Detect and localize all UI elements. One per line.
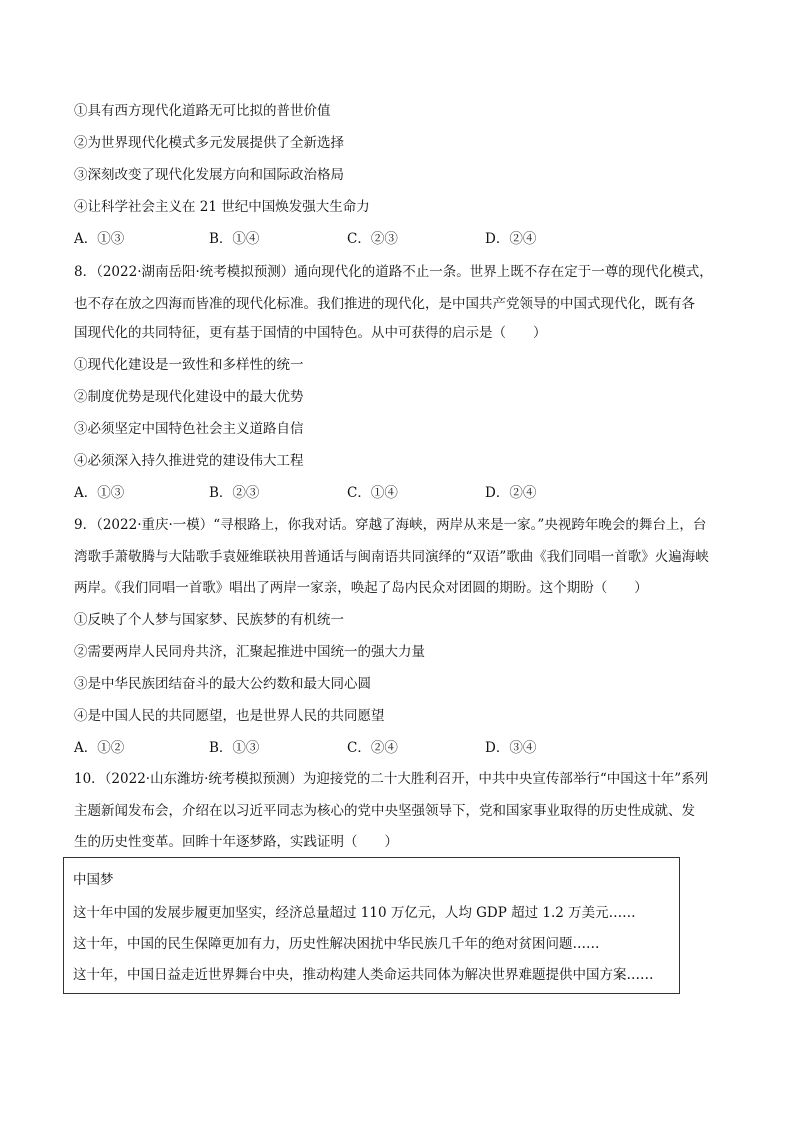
q9-choice-b[interactable]: B．①③ [209, 740, 260, 756]
q9-stem-line-1: 9．（2022·重庆·一模）“寻根路上，你我对话。穿越了海峡，两岸从来是一家。”央视跨年晚会的舞台上，台 [74, 517, 707, 533]
q8-choice-b[interactable]: B．②③ [209, 485, 260, 501]
q9-option-3: ③是中华民族团结奋斗的最大公约数和最大同心圆 [74, 676, 371, 692]
material-line-3: 这十年，中国日益走近世界舞台中央，推动构建人类命运共同体为解决世界难题提供中国方案…… [73, 967, 654, 983]
q7-choice-a[interactable]: A．①③ [74, 231, 125, 247]
q7-option-1: ①具有西方现代化道路无可比拟的普世价值 [74, 103, 331, 119]
q8-stem-line-3: 国现代化的共同特征，更有基于国情的中国特色。从中可获得的启示是（ ） [74, 325, 547, 341]
q9-choice-d[interactable]: D．③④ [485, 740, 537, 756]
q9-option-1: ①反映了个人梦与国家梦、民族梦的有机统一 [74, 612, 344, 628]
q9-choice-c[interactable]: C．②④ [347, 740, 398, 756]
q8-option-2: ②制度优势是现代化建设中的最大优势 [74, 389, 304, 405]
material-line-2: 这十年，中国的民生保障更加有力，历史性解决困扰中华民族几千年的绝对贫困问题…… [73, 936, 600, 952]
q10-stem-line-3: 生的历史性变革。回眸十年逐梦路，实践证明（ ） [74, 834, 398, 850]
q9-option-2: ②需要两岸人民同舟共济，汇聚起推进中国统一的强大力量 [74, 644, 425, 660]
q8-option-1: ①现代化建设是一致性和多样性的统一 [74, 357, 304, 373]
q7-choice-b[interactable]: B．①④ [209, 231, 260, 247]
q8-choice-a[interactable]: A．①③ [74, 485, 125, 501]
material-line-1: 这十年中国的发展步履更加坚实，经济总量超过 110 万亿元，人均 GDP 超过 1.2 万美元…… [73, 905, 636, 921]
q8-stem-line-2: 也不存在放之四海而皆准的现代化标准。我们推进的现代化，是中国共产党领导的中国式现代化，既有各 [74, 296, 695, 312]
q7-option-2: ②为世界现代化模式多元发展提供了全新选择 [74, 135, 344, 151]
q7-choices [74, 229, 674, 249]
q8-choices [74, 483, 674, 503]
q9-choice-a[interactable]: A．①② [74, 740, 125, 756]
q10-material-box [63, 857, 680, 994]
q9-stem-line-3: 两岸。《我们同唱一首歌》唱出了两岸一家亲，唤起了岛内民众对团圆的期盼。这个期盼（ ） [74, 580, 648, 596]
q7-option-4: ④让科学社会主义在 21 世纪中国焕发强大生命力 [74, 199, 370, 215]
material-box-title: 中国梦 [73, 872, 114, 888]
q8-choice-c[interactable]: C．①④ [347, 485, 398, 501]
q7-option-3: ③深刻改变了现代化发展方向和国际政治格局 [74, 167, 344, 183]
q7-choice-c[interactable]: C．②③ [347, 231, 398, 247]
q8-choice-d[interactable]: D．②④ [485, 485, 537, 501]
q9-choices [74, 738, 674, 758]
q9-option-4: ④是中国人民的共同愿望，也是世界人民的共同愿望 [74, 708, 385, 724]
q8-option-3: ③必须坚定中国特色社会主义道路自信 [74, 421, 304, 437]
q10-stem-line-2: 主题新闻发布会，介绍在以习近平同志为核心的党中央坚强领导下，党和国家事业取得的历史性成就、发 [74, 803, 695, 819]
q9-stem-line-2: 湾歌手萧敬腾与大陆歌手袁娅维联袂用普通话与闽南语共同演绎的“双语”歌曲《我们同唱一首歌》火遍海峡 [74, 549, 709, 565]
q8-option-4: ④必须深入持久推进党的建设伟大工程 [74, 453, 304, 469]
q10-stem-line-1: 10．（2022·山东潍坊·统考模拟预测）为迎接党的二十大胜利召开，中共中央宣传部举行“中国这十年”系列 [74, 771, 709, 787]
q8-stem-line-1: 8．（2022·湖南岳阳·统考模拟预测）通向现代化的道路不止一条。世界上既不存在定于一尊的现代化模式， [74, 264, 713, 280]
q7-choice-d[interactable]: D．②④ [485, 231, 537, 247]
